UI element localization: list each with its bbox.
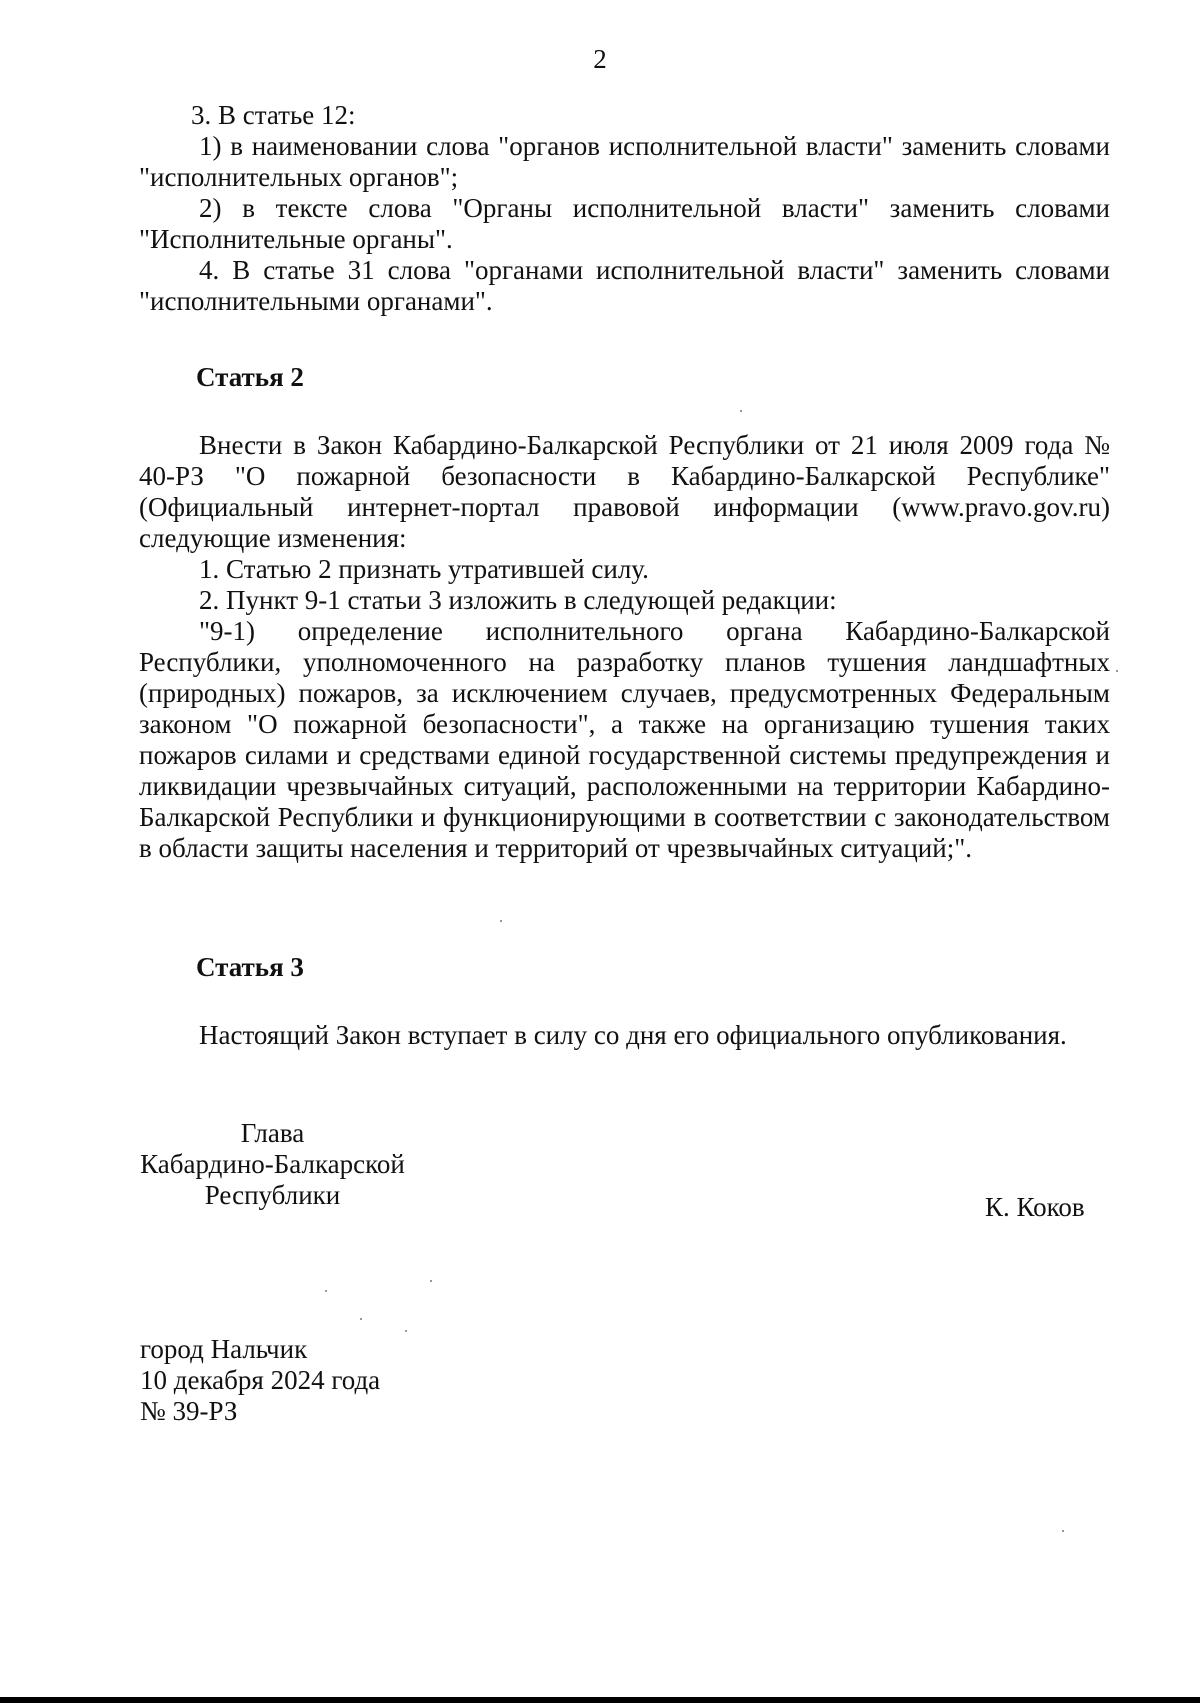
scan-speck	[360, 1318, 362, 1320]
scan-speck	[430, 1280, 432, 1282]
footer-date: 10 декабря 2024 года	[140, 1365, 381, 1395]
document-footer	[140, 1334, 380, 1427]
scan-edge	[0, 1697, 1200, 1703]
item-3-2: 2) в тексте слова "Органы исполнительной власти" заменить словами "Исполнительные органы".	[139, 193, 1110, 254]
signature-title-line1: Глава	[240, 1118, 305, 1148]
article2-item-1: 1. Статью 2 признать утратившей силу.	[199, 554, 649, 584]
item-3: 3. В статье 12:	[191, 100, 356, 130]
scan-speck	[740, 410, 742, 412]
article2-quote: "9-1) определение исполнительного органа Кабардино-Балкарской Республики, уполномоченного на разработку планов тушения ландшафтных (природных) пожаров, за исключением случаев, предусмотренных Федеральным законом "О пожарной безопасности", а также на организацию тушения таких пожаров силами и средствами единой государственной системы предупреждения и ликвидации чрезвычайных ситуаций, расположенными на территории Кабардино-Балкарской Республики и функционирующими в соответствии с законодательством в области защиты населения и территорий от чрезвычайных ситуаций;".	[139, 616, 1110, 863]
footer-city: город Нальчик	[140, 1334, 308, 1364]
signature-name: К. Коков	[985, 1192, 1085, 1222]
article2-heading: Статья 2	[196, 362, 304, 392]
article2-body	[139, 430, 1110, 864]
article3-text: Настоящий Закон вступает в силу со дня его официального опубликования.	[199, 1020, 1067, 1050]
article3-heading: Статья 3	[196, 952, 304, 982]
footer-number: № 39-РЗ	[140, 1396, 238, 1426]
item-3-1: 1) в наименовании слова "органов исполнительной власти" заменить словами "исполнительных органов";	[139, 131, 1110, 192]
article2-intro: Внести в Закон Кабардино-Балкарской Республики от 21 июля 2009 года № 40-РЗ "О пожарной безопасности в Кабардино-Балкарской Республике" (Официальный интернет-портал правовой информации (www.pravo.gov.ru) следующие изменения:	[139, 430, 1110, 553]
signature-title	[130, 1118, 415, 1211]
article3-body	[139, 1020, 1110, 1051]
scan-speck	[1116, 670, 1118, 672]
signature-title-line2: Кабардино-Балкарской	[140, 1149, 405, 1179]
item-4: 4. В статье 31 слова "органами исполнительной власти" заменить словами "исполнительными органами".	[139, 255, 1110, 316]
page-number: 2	[593, 44, 607, 74]
scan-speck	[1062, 1530, 1064, 1532]
scan-speck	[405, 1330, 407, 1332]
signature-title-line3: Республики	[204, 1180, 341, 1210]
article1-continuation	[139, 100, 1110, 317]
article2-item-2: 2. Пункт 9-1 статьи 3 изложить в следующей редакции:	[199, 585, 837, 615]
scan-speck	[325, 1290, 327, 1292]
scan-speck	[500, 920, 502, 922]
